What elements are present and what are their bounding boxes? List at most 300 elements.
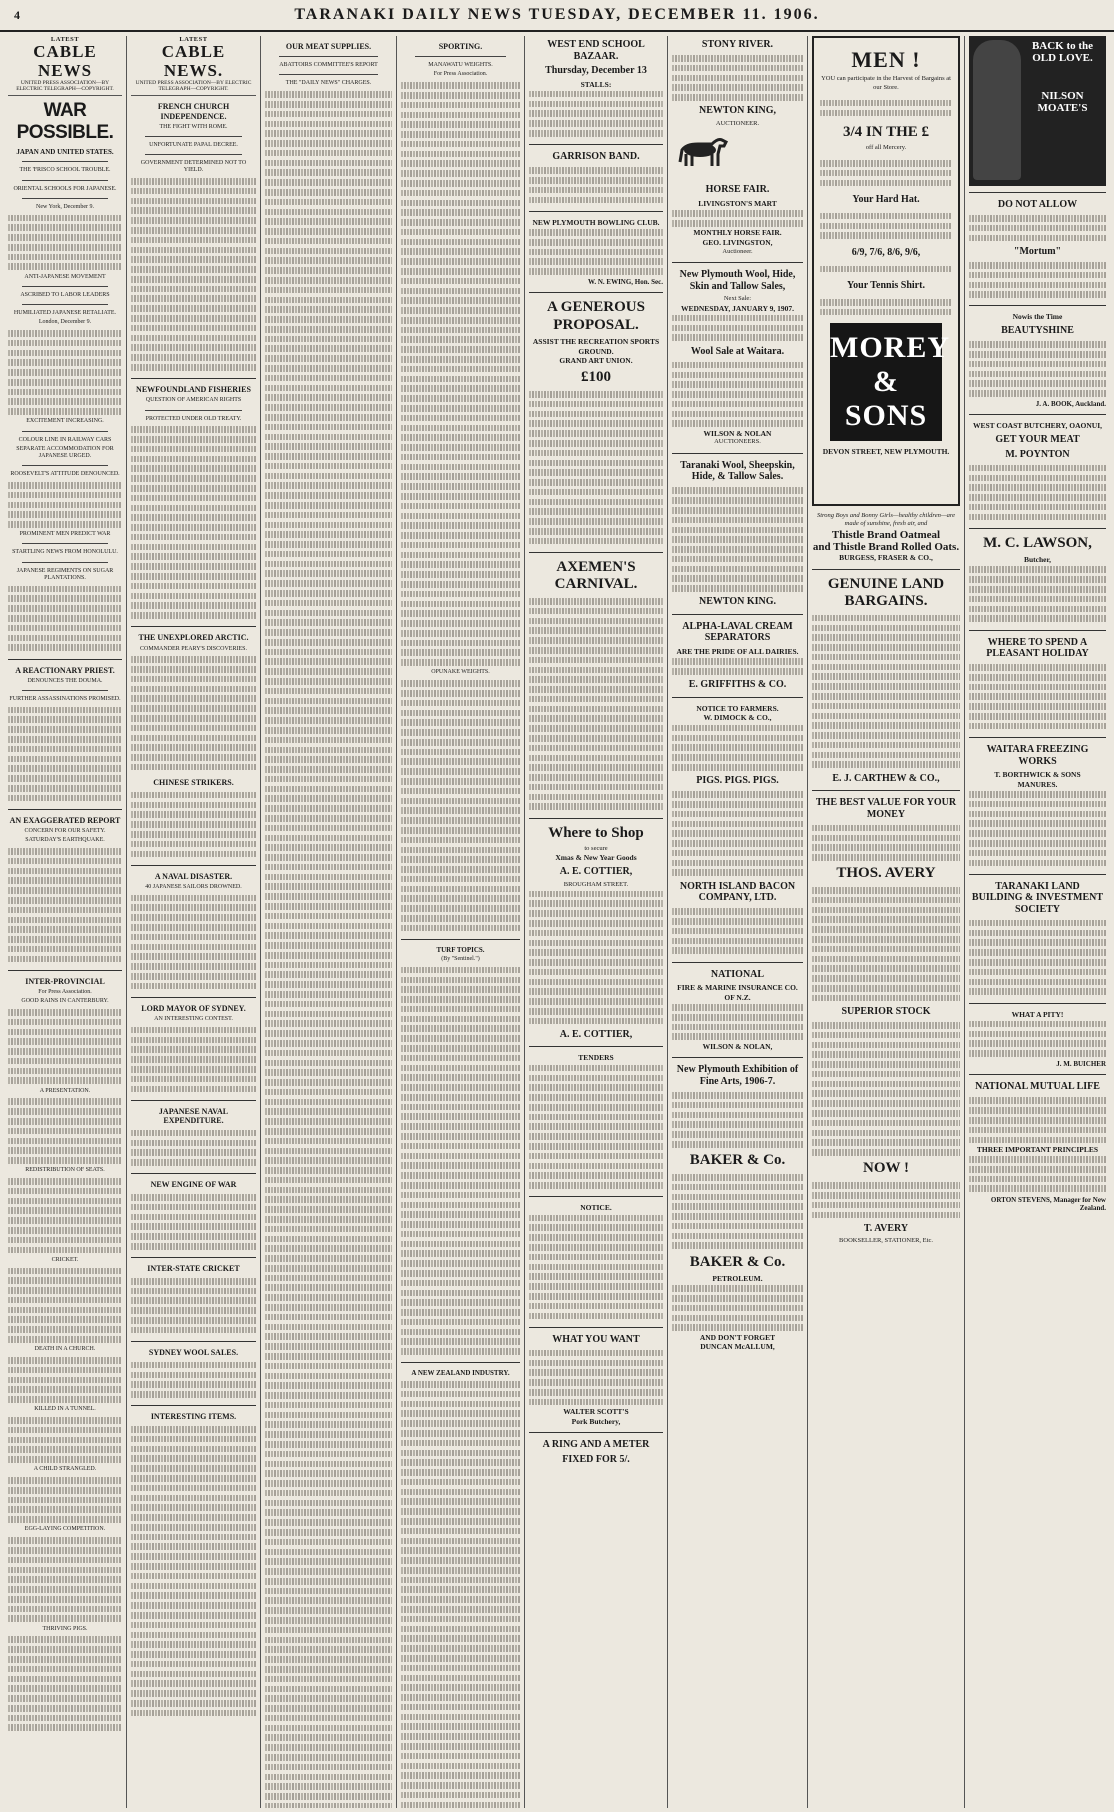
subheading: SEPARATE ACCOMMODATION FOR JAPANESE URGED. bbox=[16, 445, 114, 460]
text-line bbox=[401, 1192, 520, 1199]
text-line bbox=[401, 317, 520, 324]
text-line bbox=[401, 798, 520, 805]
text-line bbox=[401, 640, 520, 647]
ad-title: T. AVERY bbox=[863, 1222, 909, 1234]
text-line bbox=[265, 1226, 392, 1233]
text-line bbox=[401, 170, 520, 177]
section-heading: JAPANESE NAVAL EXPENDITURE. bbox=[158, 1106, 229, 1125]
ad-line: MONTHLY HORSE FAIR. bbox=[693, 228, 782, 238]
text-line bbox=[265, 776, 392, 783]
text-line bbox=[401, 591, 520, 598]
subheading: JAPANESE REGIMENTS ON SUGAR PLANTATIONS. bbox=[16, 567, 114, 581]
text-line bbox=[401, 1508, 520, 1515]
text-line bbox=[401, 847, 520, 854]
column-5 bbox=[525, 36, 668, 1808]
text-line bbox=[265, 1030, 392, 1037]
subheading: UNFORTUNATE PAPAL DECREE. bbox=[149, 141, 238, 148]
ad-line: STALLS: bbox=[580, 79, 612, 89]
text-line bbox=[265, 1216, 392, 1223]
ad-title: AXEMEN'S CARNIVAL. bbox=[554, 558, 638, 593]
text-line bbox=[265, 932, 392, 939]
ad-title: NORTH ISLAND BACON COMPANY, LTD. bbox=[679, 880, 796, 904]
text-line bbox=[265, 1715, 392, 1722]
ad-line: WEDNESDAY, JANUARY 9, 1907. bbox=[680, 303, 795, 313]
text-line bbox=[265, 639, 392, 646]
ad-sign: ORTON STEVENS, Manager for New Zealand. bbox=[990, 1195, 1106, 1212]
text-line bbox=[265, 1236, 392, 1243]
ad-line: Nowis the Time bbox=[1012, 312, 1063, 322]
ad-line: Next Sale: bbox=[723, 295, 752, 303]
text-line bbox=[401, 1270, 520, 1277]
article-body bbox=[8, 1007, 122, 1085]
text-line bbox=[401, 1338, 520, 1345]
text-line bbox=[401, 925, 520, 932]
text-line bbox=[265, 570, 392, 577]
text-line bbox=[265, 717, 392, 724]
text-line bbox=[265, 1764, 392, 1771]
text-line bbox=[401, 1704, 520, 1711]
text-line bbox=[265, 766, 392, 773]
text-line bbox=[265, 1294, 392, 1301]
text-line bbox=[265, 375, 392, 382]
article-body bbox=[8, 1355, 122, 1404]
text-line bbox=[401, 532, 520, 539]
ad-line: WALTER SCOTT'S bbox=[563, 1406, 629, 1416]
text-line bbox=[401, 1723, 520, 1730]
ad-title: New Plymouth Wool, Hide, Skin and Tallow Sales, bbox=[679, 269, 796, 292]
ad-line: AUCTIONEER. bbox=[715, 119, 760, 127]
text-line bbox=[401, 356, 520, 363]
text-line bbox=[265, 962, 392, 969]
text-line bbox=[265, 1627, 392, 1634]
text-line bbox=[401, 768, 520, 775]
ad-title: THE BEST VALUE FOR YOUR MONEY bbox=[815, 797, 957, 820]
text-line bbox=[265, 795, 392, 802]
text-line bbox=[265, 91, 392, 98]
text-line bbox=[401, 405, 520, 412]
text-line bbox=[401, 1391, 520, 1398]
article-body bbox=[131, 1425, 256, 1718]
subheading: DENOUNCES THE DOUMA. bbox=[27, 677, 103, 684]
text-line bbox=[265, 981, 392, 988]
subheading: HUMILIATED JAPANESE RETALIATE. bbox=[13, 310, 117, 317]
subheading: QUESTION OF AMERICAN RIGHTS bbox=[145, 397, 242, 404]
section-heading: INTERESTING ITEMS. bbox=[150, 1412, 237, 1422]
ad-sign: J. A. BOOK, Auckland. bbox=[1035, 400, 1106, 409]
text-line bbox=[265, 1040, 392, 1047]
text-line bbox=[401, 1202, 520, 1209]
text-line bbox=[265, 1431, 392, 1438]
article-body bbox=[8, 1266, 122, 1344]
text-line bbox=[265, 121, 392, 128]
subheading: ROOSEVELT'S ATTITUDE DENOUNCED. bbox=[10, 471, 120, 478]
text-line bbox=[401, 1250, 520, 1257]
ad-line: Butcher, bbox=[1023, 555, 1051, 565]
subheading: MANAWATU WEIGHTS. bbox=[428, 62, 493, 69]
section-heading: OUR MEAT SUPPLIES. bbox=[285, 42, 372, 51]
text-line bbox=[265, 179, 392, 186]
text-line bbox=[265, 1509, 392, 1516]
section-heading: SPORTING. bbox=[438, 42, 483, 51]
section-heading: A NEW ZEALAND INDUSTRY. bbox=[411, 1369, 510, 1378]
text-line bbox=[401, 1319, 520, 1326]
ad-line: AUCTIONEERS. bbox=[714, 438, 761, 446]
text-line bbox=[401, 1528, 520, 1535]
text-line bbox=[265, 531, 392, 538]
ad-title: E. GRIFFITHS & CO. bbox=[688, 679, 787, 691]
subheading: ASCRIBED TO LABOR LEADERS bbox=[20, 291, 110, 298]
text-line bbox=[401, 454, 520, 461]
ad-title: NILSON MOATE'S bbox=[1037, 90, 1088, 114]
article-body bbox=[265, 90, 392, 1808]
text-line bbox=[401, 1162, 520, 1169]
text-line bbox=[401, 102, 520, 109]
subheading: (By "Sentinel.") bbox=[441, 955, 480, 962]
subheading: A CHILD STRANGLED. bbox=[33, 1466, 97, 1473]
text-line bbox=[401, 92, 520, 99]
ad-title: TENDERS bbox=[578, 1053, 614, 1063]
text-line bbox=[401, 1802, 520, 1808]
text-line bbox=[265, 424, 392, 431]
text-line bbox=[265, 1069, 392, 1076]
text-line bbox=[401, 190, 520, 197]
text-line bbox=[265, 1588, 392, 1595]
text-line bbox=[265, 1206, 392, 1213]
text-line bbox=[265, 101, 392, 108]
text-line bbox=[401, 131, 520, 138]
section-heading: INTER-STATE CRICKET bbox=[147, 1264, 240, 1274]
ad-line: AND DON'T FORGET bbox=[699, 1332, 776, 1342]
ad-title: NOTICE TO FARMERS. bbox=[696, 703, 779, 713]
ad-line: FIRE & MARINE INSURANCE CO. OF N.Z. bbox=[677, 983, 798, 1002]
text-line bbox=[265, 1519, 392, 1526]
text-line bbox=[265, 923, 392, 930]
text-line bbox=[401, 464, 520, 471]
text-line bbox=[401, 1309, 520, 1316]
text-line bbox=[401, 1430, 520, 1437]
ad-line: off all Mercery. bbox=[865, 143, 907, 151]
text-line bbox=[265, 747, 392, 754]
text-line bbox=[265, 277, 392, 284]
ad-title: TARANAKI LAND BUILDING & INVESTMENT SOCIETY bbox=[971, 880, 1104, 915]
text-line bbox=[265, 1774, 392, 1781]
text-line bbox=[401, 1577, 520, 1584]
section-heading: FRENCH CHURCH INDEPENDENCE. bbox=[157, 102, 230, 121]
text-line bbox=[401, 209, 520, 216]
text-line bbox=[265, 130, 392, 137]
text-line bbox=[265, 355, 392, 362]
text-line bbox=[265, 189, 392, 196]
text-line bbox=[401, 1113, 520, 1120]
text-line bbox=[265, 1744, 392, 1751]
text-line bbox=[401, 1498, 520, 1505]
text-line bbox=[265, 209, 392, 216]
boy-illustration bbox=[973, 40, 1021, 180]
text-line bbox=[401, 200, 520, 207]
ad-title: Your Hard Hat. bbox=[852, 193, 920, 205]
text-line bbox=[401, 1231, 520, 1238]
ad-title: NEWTON KING, bbox=[698, 105, 777, 117]
text-line bbox=[401, 778, 520, 785]
text-line bbox=[401, 278, 520, 285]
text-line bbox=[265, 1089, 392, 1096]
article-body bbox=[401, 81, 520, 668]
text-line bbox=[401, 1241, 520, 1248]
text-line bbox=[265, 805, 392, 812]
ad-title: NOTICE. bbox=[580, 1203, 612, 1213]
page-number: 4 bbox=[14, 7, 20, 22]
subheading: EGG-LAYING COMPETITION. bbox=[24, 1526, 106, 1533]
ad-title: WAITARA FREEZING WORKS bbox=[986, 744, 1089, 767]
text-line bbox=[401, 977, 520, 984]
text-line bbox=[265, 512, 392, 519]
text-line bbox=[401, 1035, 520, 1042]
section-heading: INTER-PROVINCIAL bbox=[25, 976, 105, 986]
text-line bbox=[265, 1177, 392, 1184]
text-line bbox=[401, 690, 520, 697]
ad-line: DEVON STREET, NEW PLYMOUTH. bbox=[822, 446, 950, 456]
text-line bbox=[401, 1172, 520, 1179]
text-line bbox=[401, 866, 520, 873]
text-line bbox=[401, 327, 520, 334]
ad-title: ALPHA-LAVAL CREAM SEPARATORS bbox=[682, 620, 793, 644]
text-line bbox=[401, 385, 520, 392]
ad-line: GRAND ART UNION. bbox=[559, 356, 633, 366]
text-line bbox=[265, 1108, 392, 1115]
text-line bbox=[265, 913, 392, 920]
ad-line: GEO. LIVINGSTON, bbox=[702, 237, 773, 247]
text-line bbox=[265, 394, 392, 401]
ad-title: FIXED FOR 5/. bbox=[562, 1453, 630, 1465]
text-line bbox=[265, 1500, 392, 1507]
text-line bbox=[401, 376, 520, 383]
subheading: STARTLING NEWS FROM HONOLULU. bbox=[12, 549, 118, 556]
text-line bbox=[265, 1558, 392, 1565]
text-line bbox=[265, 160, 392, 167]
text-line bbox=[265, 1490, 392, 1497]
ad-line: WILSON & NOLAN bbox=[703, 428, 772, 438]
ad-title: Thursday, December 13 bbox=[545, 65, 647, 76]
text-line bbox=[401, 288, 520, 295]
ad-title: 6/9, 7/6, 8/6, 9/6, bbox=[851, 246, 921, 258]
text-line bbox=[265, 199, 392, 206]
text-line bbox=[265, 1196, 392, 1203]
text-line bbox=[401, 415, 520, 422]
section-heading: AN EXAGGERATED REPORT bbox=[9, 815, 121, 825]
subheading: EXCITEMENT INCREASING. bbox=[26, 418, 104, 425]
ad-title: 3/4 IN THE £ bbox=[843, 123, 929, 140]
subheading: ANTI-JAPANESE MOVEMENT bbox=[24, 273, 106, 280]
text-line bbox=[265, 1412, 392, 1419]
text-line bbox=[401, 1782, 520, 1789]
text-line bbox=[401, 395, 520, 402]
text-line bbox=[265, 336, 392, 343]
text-line bbox=[401, 1123, 520, 1130]
ad-title: A. E. COTTIER, bbox=[559, 866, 633, 878]
text-line bbox=[265, 1656, 392, 1663]
ad-prize: £100 bbox=[581, 369, 611, 386]
text-line bbox=[401, 817, 520, 824]
text-line bbox=[401, 1016, 520, 1023]
text-line bbox=[401, 856, 520, 863]
text-line bbox=[265, 1079, 392, 1086]
text-line bbox=[401, 121, 520, 128]
text-line bbox=[265, 1695, 392, 1702]
ad-line: YOU can participate in the Harvest of Bargains at our Store. bbox=[821, 75, 951, 91]
ad-title: DO NOT ALLOW bbox=[997, 199, 1078, 210]
text-line bbox=[265, 1617, 392, 1624]
ad-line: PETROLEUM. bbox=[712, 1273, 763, 1283]
text-line bbox=[401, 1655, 520, 1662]
text-line bbox=[401, 659, 520, 666]
text-line bbox=[265, 522, 392, 529]
text-line bbox=[401, 1045, 520, 1052]
dateline: London, December 9. bbox=[38, 319, 92, 326]
text-line bbox=[265, 952, 392, 959]
subheading: ORIENTAL SCHOOLS FOR JAPANESE. bbox=[13, 185, 117, 192]
text-line bbox=[401, 967, 520, 974]
text-line bbox=[265, 580, 392, 587]
text-line bbox=[265, 365, 392, 372]
subheading: CONCERN FOR OUR SAFETY. bbox=[24, 828, 106, 835]
text-line bbox=[265, 1363, 392, 1370]
text-line bbox=[401, 739, 520, 746]
text-line bbox=[401, 1280, 520, 1287]
article-body bbox=[8, 1097, 122, 1165]
subheading: COLOUR LINE IN RAILWAY CARS bbox=[18, 436, 112, 443]
text-line bbox=[265, 1245, 392, 1252]
text-line bbox=[265, 1568, 392, 1575]
article-body bbox=[8, 584, 122, 652]
text-line bbox=[401, 1665, 520, 1672]
subheading: A PRESENTATION. bbox=[39, 1087, 91, 1094]
article-body bbox=[8, 846, 122, 963]
ad-line: Pork Butchery, bbox=[571, 1416, 621, 1426]
text-line bbox=[265, 482, 392, 489]
subheading: THE FIGHT WITH ROME. bbox=[159, 123, 228, 130]
text-line bbox=[401, 542, 520, 549]
text-line bbox=[265, 1725, 392, 1732]
text-line bbox=[401, 581, 520, 588]
text-line bbox=[265, 610, 392, 617]
text-line bbox=[265, 590, 392, 597]
text-line bbox=[401, 346, 520, 353]
text-line bbox=[401, 1133, 520, 1140]
text-line bbox=[401, 1626, 520, 1633]
text-line bbox=[265, 297, 392, 304]
text-line bbox=[265, 248, 392, 255]
text-line bbox=[265, 1676, 392, 1683]
text-line bbox=[401, 905, 520, 912]
text-line bbox=[401, 473, 520, 480]
text-line bbox=[265, 1686, 392, 1693]
text-line bbox=[265, 971, 392, 978]
text-line bbox=[265, 257, 392, 264]
article-body bbox=[8, 1415, 122, 1464]
ad-sign: J. M. BUICHER bbox=[1056, 1060, 1106, 1069]
ad-title: NEWTON KING. bbox=[698, 596, 777, 608]
text-line bbox=[401, 1743, 520, 1750]
subheading: JAPAN AND UNITED STATES. bbox=[16, 148, 114, 157]
text-line bbox=[401, 180, 520, 187]
text-line bbox=[401, 1094, 520, 1101]
text-line bbox=[401, 336, 520, 343]
text-line bbox=[401, 986, 520, 993]
ad-title: BEAUTYSHINE bbox=[1001, 325, 1074, 337]
text-line bbox=[401, 297, 520, 304]
text-line bbox=[401, 1299, 520, 1306]
newspaper-title: TARANAKI DAILY NEWS TUESDAY, DECEMBER 11. 1906. bbox=[294, 6, 820, 23]
ad-title: A RING AND A METER bbox=[542, 1439, 650, 1451]
text-line bbox=[265, 668, 392, 675]
text-line bbox=[401, 1645, 520, 1652]
text-line bbox=[401, 1714, 520, 1721]
text-line bbox=[401, 1538, 520, 1545]
ad-title: M. C. LAWSON, bbox=[983, 534, 1092, 551]
text-line bbox=[265, 698, 392, 705]
text-line bbox=[401, 1182, 520, 1189]
subheading: OPUNAKE WEIGHTS. bbox=[431, 669, 490, 676]
text-line bbox=[401, 1479, 520, 1486]
text-line bbox=[401, 1459, 520, 1466]
ad-title: NATIONAL bbox=[710, 968, 765, 980]
text-line bbox=[265, 835, 392, 842]
text-line bbox=[265, 1050, 392, 1057]
text-line bbox=[265, 619, 392, 626]
text-line bbox=[265, 1324, 392, 1331]
ad-title: M. POYNTON bbox=[1005, 448, 1070, 460]
ad-title: and Thistle Brand Rolled Oats. bbox=[812, 540, 960, 553]
text-line bbox=[265, 1549, 392, 1556]
text-line bbox=[265, 1529, 392, 1536]
text-line bbox=[265, 1011, 392, 1018]
section-heading: A NAVAL DISASTER. bbox=[154, 871, 233, 881]
section-heading: SYDNEY WOOL SALES. bbox=[148, 1348, 239, 1357]
section-heading: THE UNEXPLORED ARCTIC. bbox=[138, 633, 249, 643]
text-line bbox=[401, 1440, 520, 1447]
text-line bbox=[401, 1006, 520, 1013]
text-line bbox=[265, 218, 392, 225]
text-line bbox=[265, 1001, 392, 1008]
text-line bbox=[265, 658, 392, 665]
ad-title: BACK to the OLD LOVE. bbox=[1031, 40, 1094, 64]
text-line bbox=[401, 1260, 520, 1267]
cable-news-heading: CABLE NEWS. bbox=[161, 42, 226, 80]
text-line bbox=[265, 169, 392, 176]
text-line bbox=[401, 807, 520, 814]
text-line bbox=[265, 1539, 392, 1546]
text-line bbox=[401, 886, 520, 893]
ad-title: BAKER & Co. bbox=[689, 1152, 786, 1169]
section-heading: LORD MAYOR OF SYDNEY. bbox=[141, 1003, 246, 1013]
ad-title: NATIONAL MUTUAL LIFE bbox=[975, 1081, 1100, 1093]
text-line bbox=[401, 1401, 520, 1408]
text-line bbox=[265, 434, 392, 441]
text-line bbox=[265, 414, 392, 421]
text-line bbox=[265, 1754, 392, 1761]
text-line bbox=[401, 1211, 520, 1218]
text-line bbox=[265, 600, 392, 607]
text-line bbox=[401, 151, 520, 158]
latest-label: LATEST bbox=[50, 36, 80, 43]
text-line bbox=[401, 522, 520, 529]
text-line bbox=[265, 854, 392, 861]
article-body bbox=[131, 425, 256, 621]
ad-title: New Plymouth Exhibition of Fine Arts, 1906-7. bbox=[676, 1064, 799, 1087]
text-line bbox=[265, 228, 392, 235]
text-line bbox=[265, 316, 392, 323]
text-line bbox=[265, 1451, 392, 1458]
